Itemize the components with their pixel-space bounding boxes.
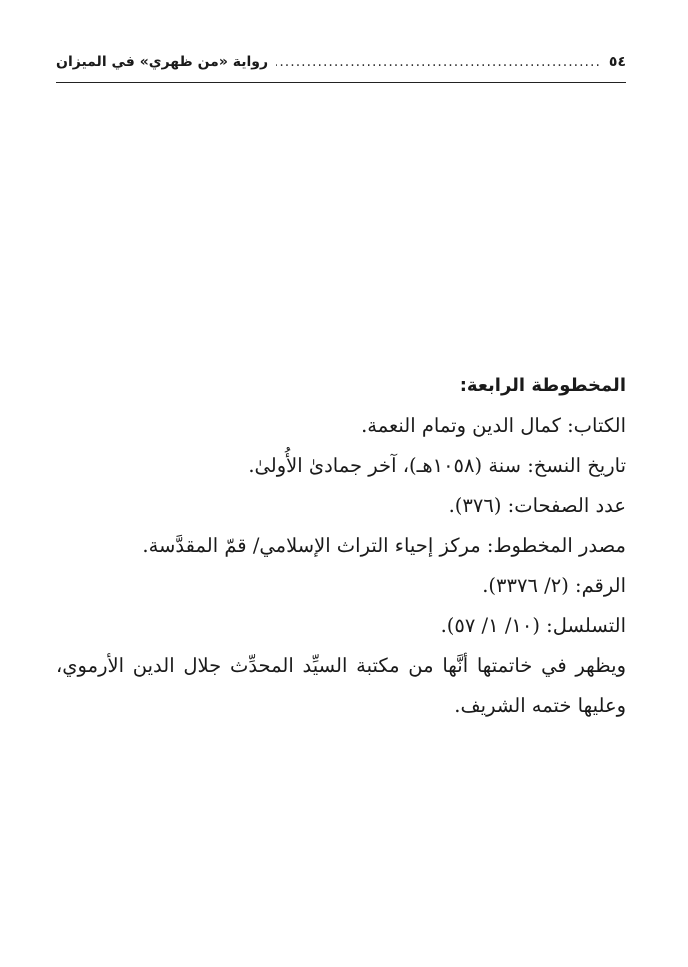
page-count-line: عدد الصفحات: (٣٧٦). xyxy=(448,494,626,517)
header-rule xyxy=(56,82,626,83)
source-line: مصدر المخطوط: مركز إحياء التراث الإسلامي/ قمّ المقدَّسة. xyxy=(142,534,626,557)
number-line: الرقم: (٢/ ٣٣٧٦). xyxy=(482,574,626,597)
copy-date-line: تاريخ النسخ: سنة (١٠٥٨هـ)، آخر جمادىٰ الأُولىٰ. xyxy=(248,454,626,477)
book-line: الكتاب: كمال الدين وتمام النعمة. xyxy=(361,414,626,437)
manuscript-description xyxy=(56,366,626,726)
running-header xyxy=(56,50,626,74)
sequence-line: التسلسل: (١٠/ ١/ ٥٧). xyxy=(440,614,626,637)
note-paragraph: ويظهر في خاتمتها أنَّها من مكتبة السيِّد المحدِّث جلال الدين الأرموي، وعليها ختمه الشريف. xyxy=(56,654,626,717)
section-heading: المخطوطة الرابعة: xyxy=(459,375,626,396)
leader-dots xyxy=(276,54,601,70)
running-title: رواية «من ظهري» في الميزان xyxy=(56,54,269,70)
page-number: ٥٤ xyxy=(608,54,626,70)
